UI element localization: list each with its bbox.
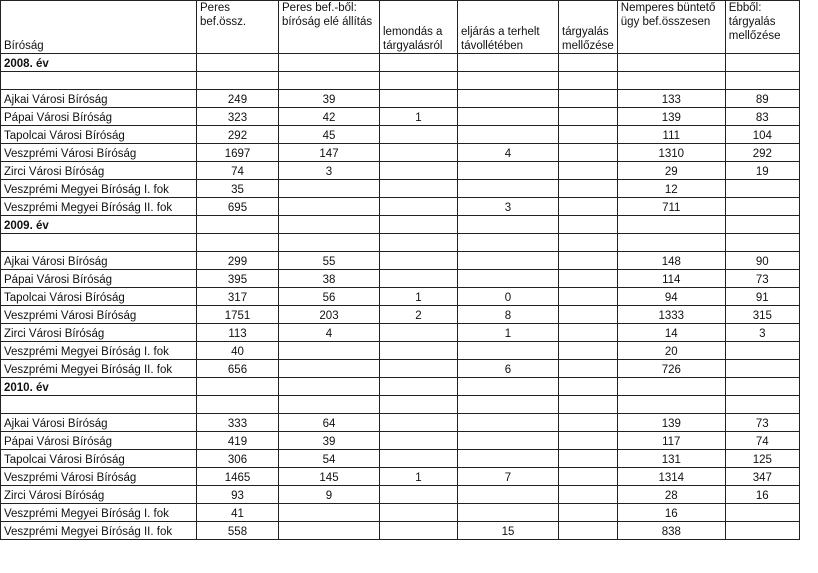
- table-row: [1, 180, 800, 198]
- value-cell: 249: [197, 90, 279, 108]
- value-cell: [380, 522, 458, 540]
- empty-cell: [458, 54, 559, 72]
- value-cell: 148: [617, 252, 725, 270]
- value-cell: [279, 360, 380, 378]
- value-cell: 104: [725, 126, 799, 144]
- value-cell: 3: [279, 162, 380, 180]
- empty-cell: [279, 216, 380, 234]
- empty-cell: [380, 234, 458, 252]
- table-row: [1, 522, 800, 540]
- value-cell: 41: [197, 504, 279, 522]
- header-of-which-hearing-omitted: Ebből: tárgyalás mellőzése: [725, 1, 799, 54]
- empty-cell: [458, 216, 559, 234]
- empty-cell: [1, 234, 197, 252]
- value-cell: 726: [617, 360, 725, 378]
- value-cell: 139: [617, 414, 725, 432]
- value-cell: [458, 108, 559, 126]
- court-name: Pápai Városi Bíróság: [1, 108, 197, 126]
- value-cell: [380, 324, 458, 342]
- value-cell: 4: [458, 144, 559, 162]
- value-cell: 139: [617, 108, 725, 126]
- empty-cell: [197, 396, 279, 414]
- value-cell: [559, 360, 618, 378]
- value-cell: 1: [458, 324, 559, 342]
- value-cell: 133: [617, 90, 725, 108]
- year-row: [1, 216, 800, 234]
- value-cell: [458, 504, 559, 522]
- value-cell: [380, 504, 458, 522]
- value-cell: [458, 486, 559, 504]
- value-cell: 40: [197, 342, 279, 360]
- value-cell: [725, 522, 799, 540]
- empty-cell: [617, 216, 725, 234]
- value-cell: 73: [725, 414, 799, 432]
- value-cell: [559, 504, 618, 522]
- empty-cell: [617, 234, 725, 252]
- empty-cell: [279, 396, 380, 414]
- header-court: Bíróság: [1, 1, 197, 54]
- value-cell: 1697: [197, 144, 279, 162]
- header-proceedings-in-absentia: eljárás a terhelt távollétében: [458, 1, 559, 54]
- value-cell: 91: [725, 288, 799, 306]
- empty-cell: [279, 378, 380, 396]
- value-cell: 292: [725, 144, 799, 162]
- value-cell: [559, 270, 618, 288]
- value-cell: 64: [279, 414, 380, 432]
- empty-cell: [279, 54, 380, 72]
- table-row: [1, 432, 800, 450]
- value-cell: 3: [458, 198, 559, 216]
- empty-cell: [617, 378, 725, 396]
- court-name: Zirci Városi Bíróság: [1, 324, 197, 342]
- value-cell: 306: [197, 450, 279, 468]
- spacer-row: [1, 72, 800, 90]
- value-cell: [380, 252, 458, 270]
- empty-cell: [559, 54, 618, 72]
- value-cell: [458, 252, 559, 270]
- value-cell: 1751: [197, 306, 279, 324]
- header-civil-total: Peres bef.össz.: [197, 1, 279, 54]
- empty-cell: [725, 72, 799, 90]
- empty-cell: [458, 72, 559, 90]
- value-cell: 695: [197, 198, 279, 216]
- value-cell: [380, 342, 458, 360]
- value-cell: 111: [617, 126, 725, 144]
- value-cell: 39: [279, 90, 380, 108]
- empty-cell: [380, 216, 458, 234]
- value-cell: 90: [725, 252, 799, 270]
- court-name: Veszprémi Megyei Bíróság I. fok: [1, 342, 197, 360]
- value-cell: 74: [197, 162, 279, 180]
- empty-cell: [279, 234, 380, 252]
- value-cell: 131: [617, 450, 725, 468]
- value-cell: 315: [725, 306, 799, 324]
- table-row: [1, 252, 800, 270]
- table-row: [1, 486, 800, 504]
- table-row: [1, 324, 800, 342]
- value-cell: [559, 414, 618, 432]
- empty-cell: [197, 378, 279, 396]
- value-cell: 29: [617, 162, 725, 180]
- value-cell: [380, 486, 458, 504]
- value-cell: [559, 198, 618, 216]
- header-row: [1, 1, 800, 54]
- value-cell: [559, 252, 618, 270]
- value-cell: 1333: [617, 306, 725, 324]
- court-name: Ajkai Városi Bíróság: [1, 414, 197, 432]
- value-cell: [458, 126, 559, 144]
- table-row: [1, 90, 800, 108]
- value-cell: 125: [725, 450, 799, 468]
- value-cell: [559, 432, 618, 450]
- value-cell: 395: [197, 270, 279, 288]
- court-name: Zirci Városi Bíróság: [1, 486, 197, 504]
- empty-cell: [458, 378, 559, 396]
- court-name: Pápai Városi Bíróság: [1, 270, 197, 288]
- empty-cell: [725, 396, 799, 414]
- value-cell: 147: [279, 144, 380, 162]
- value-cell: [559, 306, 618, 324]
- value-cell: 3: [725, 324, 799, 342]
- value-cell: [559, 180, 618, 198]
- value-cell: [458, 432, 559, 450]
- empty-cell: [1, 396, 197, 414]
- empty-cell: [380, 378, 458, 396]
- value-cell: [559, 90, 618, 108]
- value-cell: [380, 144, 458, 162]
- value-cell: 113: [197, 324, 279, 342]
- year-label: 2008. év: [1, 54, 197, 72]
- value-cell: [559, 450, 618, 468]
- value-cell: 1: [380, 468, 458, 486]
- table-row: [1, 126, 800, 144]
- value-cell: [380, 198, 458, 216]
- value-cell: [458, 90, 559, 108]
- empty-cell: [279, 72, 380, 90]
- header-court-appearance: Peres bef.-ből: bíróság elé állítás: [279, 1, 380, 54]
- table-row: [1, 504, 800, 522]
- spacer-row: [1, 396, 800, 414]
- empty-cell: [559, 396, 618, 414]
- court-name: Veszprémi Városi Bíróság: [1, 144, 197, 162]
- value-cell: 39: [279, 432, 380, 450]
- value-cell: [559, 144, 618, 162]
- value-cell: 9: [279, 486, 380, 504]
- value-cell: 1: [380, 108, 458, 126]
- value-cell: 15: [458, 522, 559, 540]
- value-cell: [279, 342, 380, 360]
- table-row: [1, 144, 800, 162]
- table-body: [1, 1, 800, 540]
- value-cell: 1310: [617, 144, 725, 162]
- empty-cell: [559, 234, 618, 252]
- empty-cell: [380, 72, 458, 90]
- value-cell: [725, 504, 799, 522]
- value-cell: [380, 180, 458, 198]
- value-cell: 28: [617, 486, 725, 504]
- court-name: Veszprémi Megyei Bíróság II. fok: [1, 360, 197, 378]
- empty-cell: [617, 396, 725, 414]
- empty-cell: [458, 234, 559, 252]
- empty-cell: [725, 234, 799, 252]
- value-cell: [458, 450, 559, 468]
- value-cell: [380, 126, 458, 144]
- court-name: Tapolcai Városi Bíróság: [1, 450, 197, 468]
- value-cell: 7: [458, 468, 559, 486]
- table-row: [1, 306, 800, 324]
- court-name: Ajkai Városi Bíróság: [1, 90, 197, 108]
- value-cell: 299: [197, 252, 279, 270]
- value-cell: [380, 162, 458, 180]
- value-cell: 93: [197, 486, 279, 504]
- table-row: [1, 342, 800, 360]
- value-cell: 74: [725, 432, 799, 450]
- empty-cell: [197, 54, 279, 72]
- court-name: Veszprémi Városi Bíróság: [1, 306, 197, 324]
- value-cell: [559, 468, 618, 486]
- value-cell: 20: [617, 342, 725, 360]
- court-name: Veszprémi Városi Bíróság: [1, 468, 197, 486]
- value-cell: 83: [725, 108, 799, 126]
- court-name: Zirci Városi Bíróság: [1, 162, 197, 180]
- value-cell: [559, 342, 618, 360]
- value-cell: 12: [617, 180, 725, 198]
- value-cell: [559, 288, 618, 306]
- value-cell: 6: [458, 360, 559, 378]
- empty-cell: [617, 72, 725, 90]
- empty-cell: [725, 54, 799, 72]
- header-noncontentious-total: Nemperes büntető ügy bef.összesen: [617, 1, 725, 54]
- value-cell: 73: [725, 270, 799, 288]
- value-cell: 347: [725, 468, 799, 486]
- value-cell: 2: [380, 306, 458, 324]
- court-name: Veszprémi Megyei Bíróság II. fok: [1, 198, 197, 216]
- value-cell: 45: [279, 126, 380, 144]
- empty-cell: [380, 54, 458, 72]
- value-cell: 711: [617, 198, 725, 216]
- value-cell: 54: [279, 450, 380, 468]
- value-cell: [458, 270, 559, 288]
- value-cell: [458, 342, 559, 360]
- header-hearing-omitted: tárgyalás mellőzése: [559, 1, 618, 54]
- court-name: Pápai Városi Bíróság: [1, 432, 197, 450]
- year-label: 2009. év: [1, 216, 197, 234]
- value-cell: [279, 180, 380, 198]
- court-name: Veszprémi Megyei Bíróság II. fok: [1, 522, 197, 540]
- value-cell: [380, 90, 458, 108]
- value-cell: 656: [197, 360, 279, 378]
- value-cell: 55: [279, 252, 380, 270]
- value-cell: [559, 108, 618, 126]
- value-cell: [559, 162, 618, 180]
- value-cell: [725, 360, 799, 378]
- value-cell: [380, 360, 458, 378]
- value-cell: [380, 432, 458, 450]
- table-row: [1, 450, 800, 468]
- value-cell: [458, 414, 559, 432]
- table-row: [1, 162, 800, 180]
- table-row: [1, 108, 800, 126]
- value-cell: 94: [617, 288, 725, 306]
- table-row: [1, 360, 800, 378]
- value-cell: [559, 522, 618, 540]
- empty-cell: [559, 216, 618, 234]
- value-cell: 0: [458, 288, 559, 306]
- value-cell: 42: [279, 108, 380, 126]
- court-name: Tapolcai Városi Bíróság: [1, 288, 197, 306]
- value-cell: 838: [617, 522, 725, 540]
- value-cell: 419: [197, 432, 279, 450]
- value-cell: [725, 198, 799, 216]
- value-cell: [279, 198, 380, 216]
- table-row: [1, 288, 800, 306]
- value-cell: 16: [725, 486, 799, 504]
- table-row: [1, 198, 800, 216]
- table-row: [1, 414, 800, 432]
- value-cell: 558: [197, 522, 279, 540]
- value-cell: [559, 324, 618, 342]
- value-cell: 317: [197, 288, 279, 306]
- court-name: Veszprémi Megyei Bíróság I. fok: [1, 504, 197, 522]
- year-row: [1, 54, 800, 72]
- value-cell: 1: [380, 288, 458, 306]
- table-row: [1, 468, 800, 486]
- year-label: 2010. év: [1, 378, 197, 396]
- value-cell: 117: [617, 432, 725, 450]
- value-cell: [559, 486, 618, 504]
- value-cell: [380, 414, 458, 432]
- value-cell: 56: [279, 288, 380, 306]
- value-cell: 203: [279, 306, 380, 324]
- value-cell: 89: [725, 90, 799, 108]
- value-cell: [559, 126, 618, 144]
- empty-cell: [559, 72, 618, 90]
- value-cell: 8: [458, 306, 559, 324]
- value-cell: 333: [197, 414, 279, 432]
- value-cell: 145: [279, 468, 380, 486]
- empty-cell: [197, 216, 279, 234]
- value-cell: 323: [197, 108, 279, 126]
- value-cell: [279, 522, 380, 540]
- court-name: Tapolcai Városi Bíróság: [1, 126, 197, 144]
- value-cell: 1314: [617, 468, 725, 486]
- value-cell: 292: [197, 126, 279, 144]
- empty-cell: [197, 234, 279, 252]
- value-cell: [458, 162, 559, 180]
- value-cell: 4: [279, 324, 380, 342]
- empty-cell: [725, 216, 799, 234]
- value-cell: 38: [279, 270, 380, 288]
- empty-cell: [725, 378, 799, 396]
- value-cell: [380, 270, 458, 288]
- value-cell: 1465: [197, 468, 279, 486]
- empty-cell: [559, 378, 618, 396]
- value-cell: 14: [617, 324, 725, 342]
- value-cell: [279, 504, 380, 522]
- value-cell: 114: [617, 270, 725, 288]
- value-cell: [725, 342, 799, 360]
- empty-cell: [197, 72, 279, 90]
- empty-cell: [380, 396, 458, 414]
- court-name: Veszprémi Megyei Bíróság I. fok: [1, 180, 197, 198]
- table-row: [1, 270, 800, 288]
- year-row: [1, 378, 800, 396]
- court-name: Ajkai Városi Bíróság: [1, 252, 197, 270]
- spacer-row: [1, 234, 800, 252]
- empty-cell: [617, 54, 725, 72]
- value-cell: [458, 180, 559, 198]
- value-cell: 35: [197, 180, 279, 198]
- value-cell: [380, 450, 458, 468]
- value-cell: 16: [617, 504, 725, 522]
- value-cell: 19: [725, 162, 799, 180]
- empty-cell: [458, 396, 559, 414]
- header-waiver-of-hearing: lemondás a tárgyalásról: [380, 1, 458, 54]
- value-cell: [725, 180, 799, 198]
- empty-cell: [1, 72, 197, 90]
